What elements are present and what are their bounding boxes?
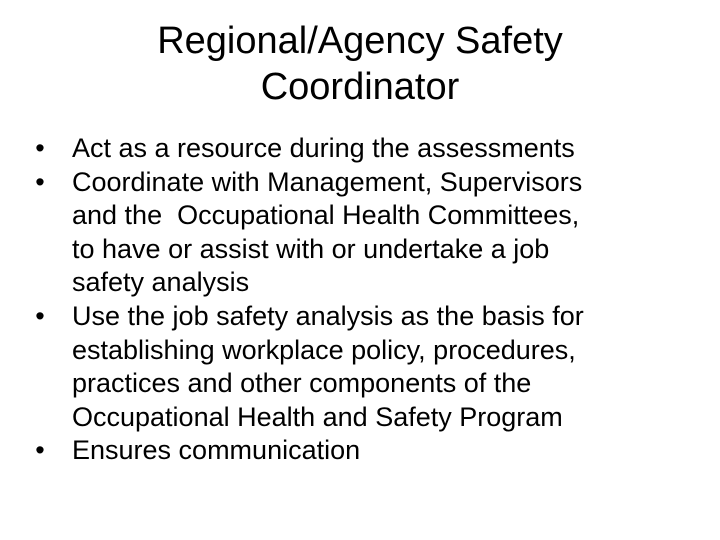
bullet-item-resource bbox=[30, 132, 700, 166]
bullet-text-line: Coordinate with Management, Supervisors bbox=[72, 166, 583, 197]
bullet-text-line: Act as a resource during the assessments bbox=[72, 133, 575, 163]
bullet-icon: • bbox=[35, 166, 45, 197]
bullet-text-line: Occupational Health and Safety Program bbox=[72, 401, 563, 432]
bullet-list bbox=[30, 132, 700, 468]
slide-title-line: Regional/Agency Safety bbox=[157, 20, 563, 62]
bullet-text-line: Ensures communication bbox=[72, 435, 361, 466]
bullet-icon: • bbox=[35, 435, 45, 466]
slide-title-line: Coordinator bbox=[260, 66, 460, 108]
slide-title bbox=[36, 18, 684, 110]
bullet-item-communication bbox=[30, 434, 700, 468]
bullet-text-line: establishing workplace policy, procedures, bbox=[72, 334, 576, 365]
bullet-text-line: safety analysis bbox=[72, 267, 250, 298]
bullet-item-coordinate bbox=[30, 166, 700, 300]
bullet-icon: • bbox=[35, 300, 45, 331]
bullet-text-line: and the Occupational Health Committees, bbox=[72, 200, 580, 231]
bullet-icon: • bbox=[35, 133, 45, 163]
bullet-text-line: Use the job safety analysis as the basis for bbox=[72, 300, 584, 331]
bullet-text-line: to have or assist with or undertake a job bbox=[72, 233, 550, 264]
bullet-item-use-analysis bbox=[30, 300, 700, 434]
bullet-text-line: practices and other components of the bbox=[72, 368, 532, 399]
